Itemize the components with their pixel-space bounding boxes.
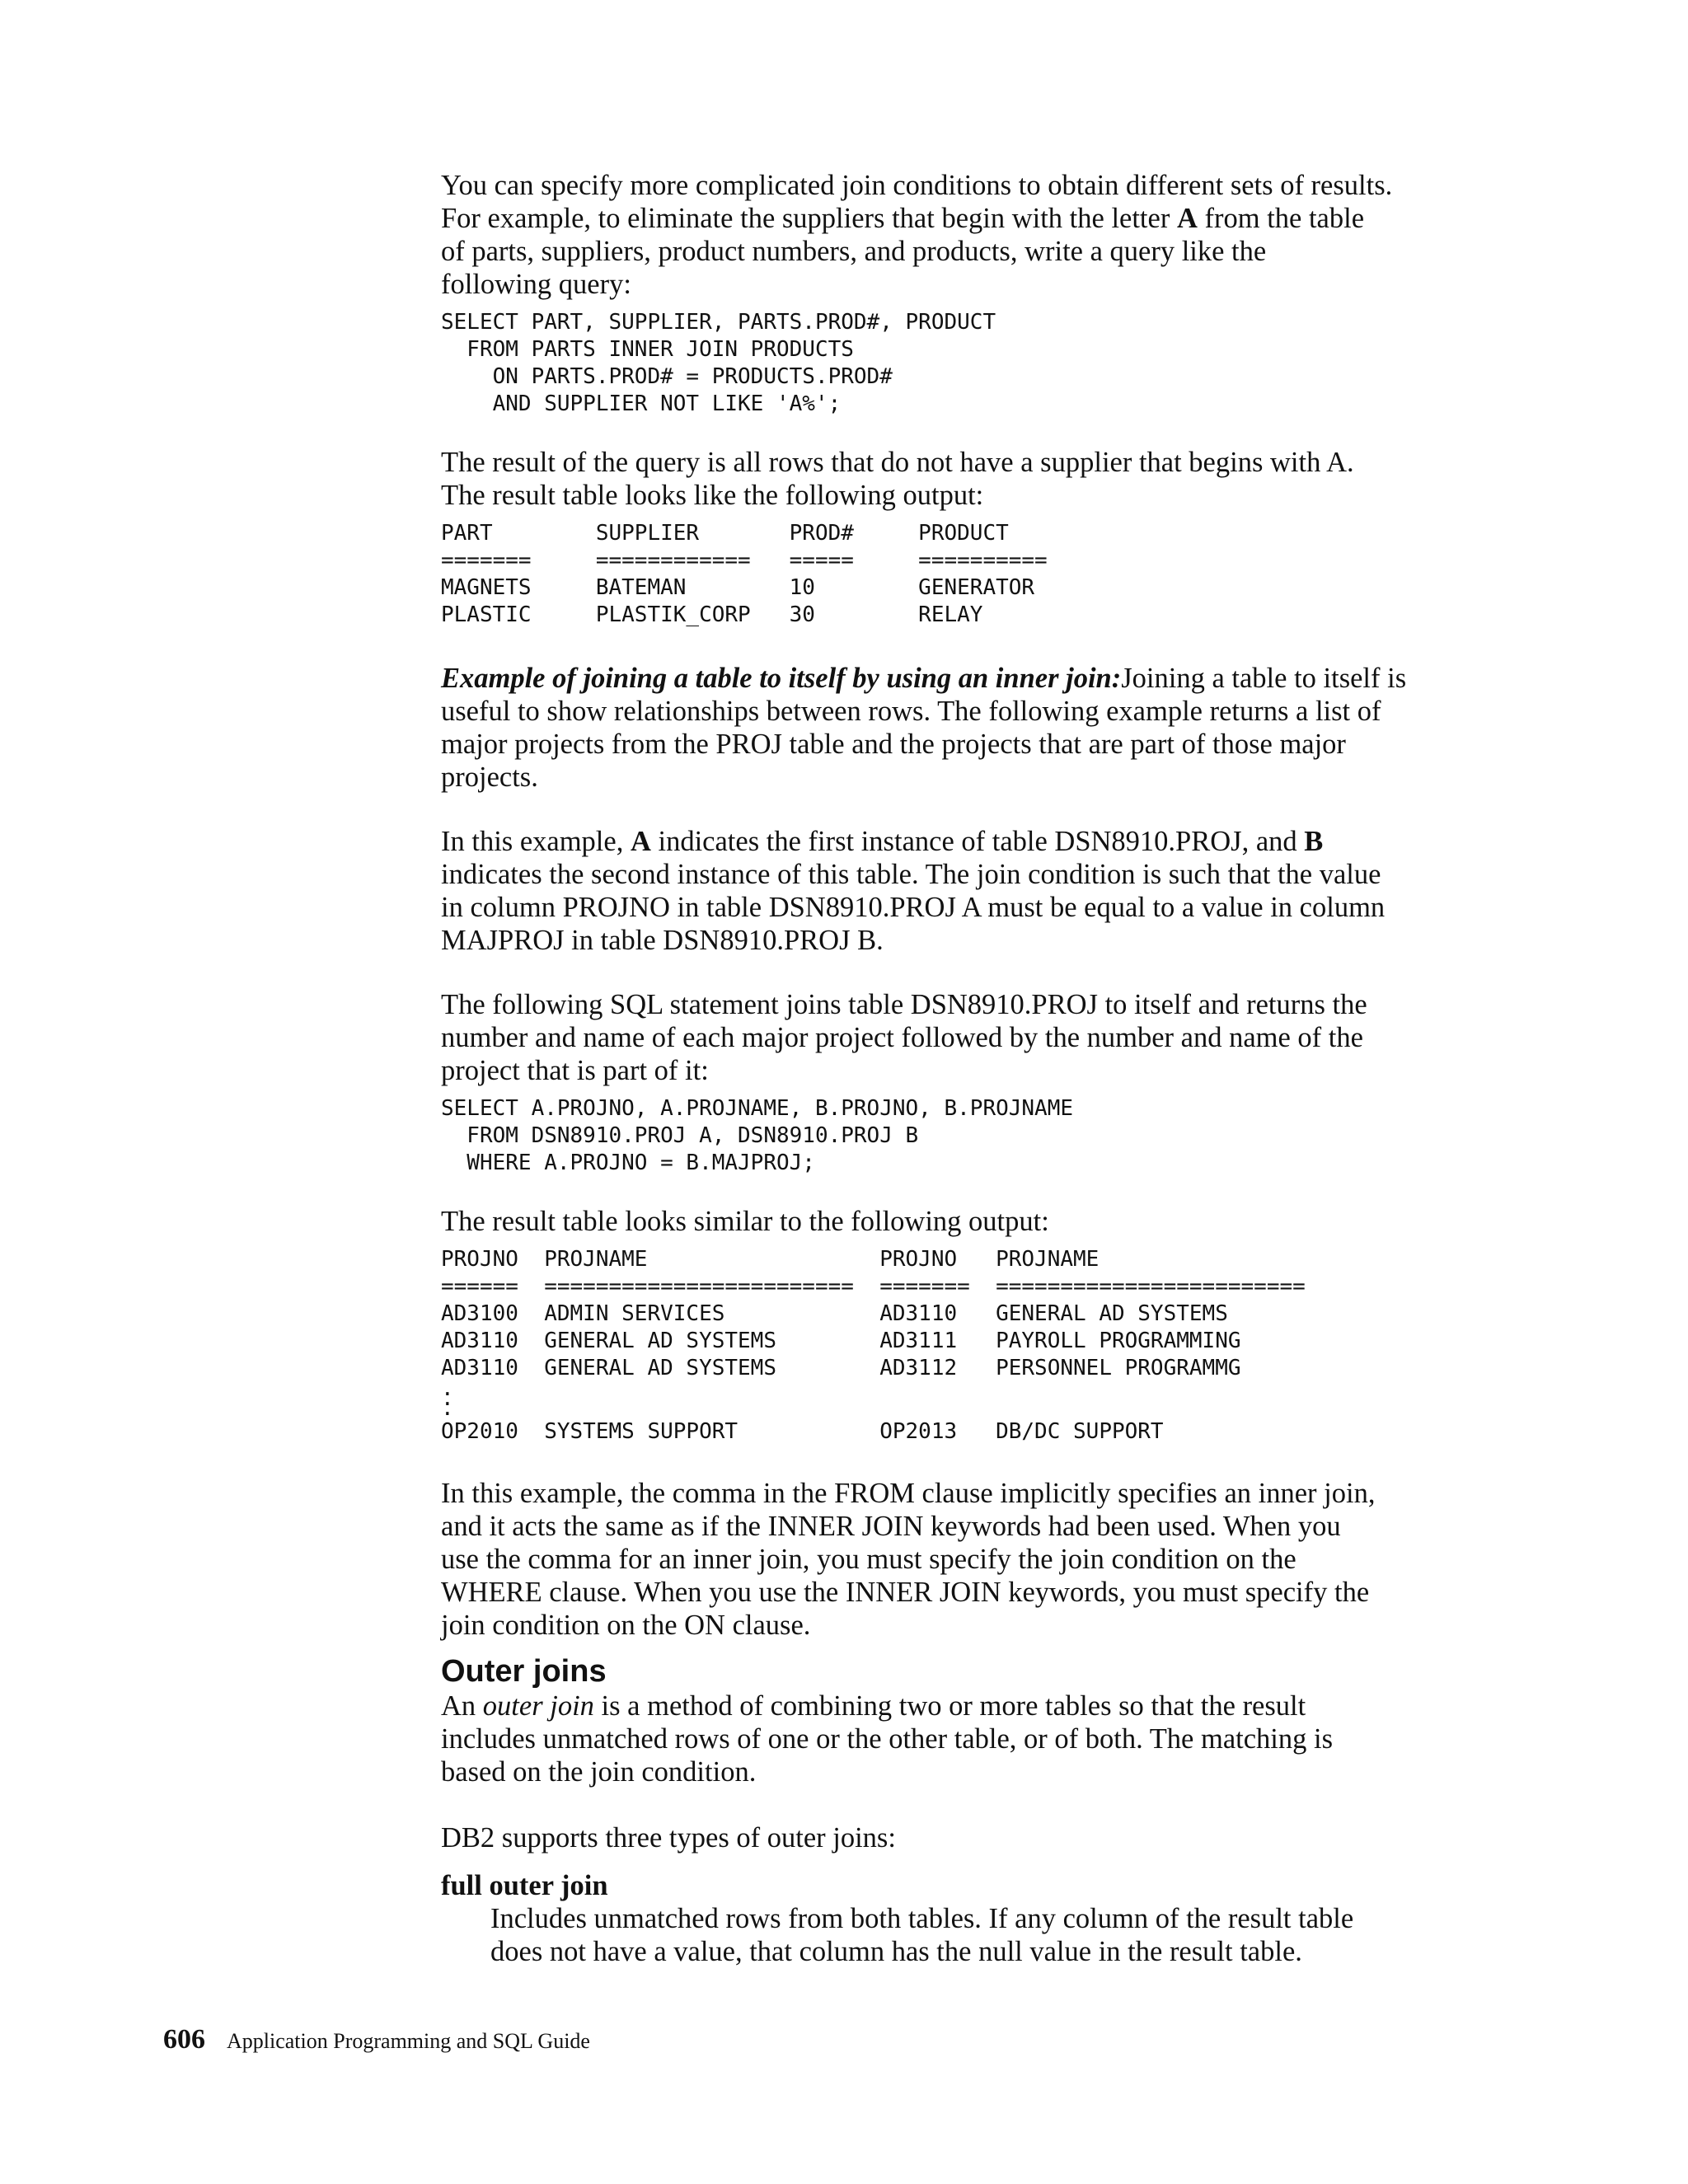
text-line: WHERE clause. When you use the INNER JOIN keywords, you must specify the — [441, 1577, 1370, 1608]
code-line: PART SUPPLIER PROD# PRODUCT — [441, 521, 1009, 546]
text-line: and it acts the same as if the INNER JOIN keywords had been used. When you — [441, 1511, 1341, 1542]
statement-intro-paragraph — [441, 988, 1512, 1087]
text-line: Includes unmatched rows from both tables. If any column of the result table — [490, 1903, 1354, 1934]
comma-paragraph — [441, 1477, 1512, 1642]
letter-a: A — [1176, 203, 1198, 234]
code-block-query2 — [441, 1095, 1512, 1177]
code-line: WHERE A.PROJNO = B.MAJPROJ; — [441, 1151, 815, 1175]
text-line: The following SQL statement joins table DSN8910.PROJ to itself and returns the — [441, 989, 1367, 1020]
text-line: In this example, A indicates the first instance of table DSN8910.PROJ, and B — [441, 826, 1324, 857]
text-line: MAJPROJ in table DSN8910.PROJ B. — [441, 925, 884, 956]
section-heading-outer-joins: Outer joins — [441, 1654, 607, 1689]
text-line: For example, to eliminate the suppliers that begin with the letter A from the table — [441, 203, 1365, 234]
text-line: useful to show relationships between rows. The following example returns a list of — [441, 696, 1381, 727]
result-table-1 — [441, 520, 1512, 629]
result-intro-paragraph — [441, 446, 1512, 512]
code-line: MAGNETS BATEMAN 10 GENERATOR — [441, 575, 1035, 600]
code-line: PROJNO PROJNAME PROJNO PROJNAME — [441, 1247, 1100, 1272]
definition-description — [441, 1902, 1512, 1968]
code-line: ====== ======================== ======= ======================== — [441, 1274, 1306, 1299]
text-line: project that is part of it: — [441, 1055, 709, 1086]
text-line: of parts, suppliers, product numbers, and products, write a query like the — [441, 236, 1267, 267]
intro-paragraph — [441, 169, 1512, 301]
code-line: AD3110 GENERAL AD SYSTEMS AD3112 PERSONNEL PROGRAMMG — [441, 1356, 1241, 1380]
code-line: FROM DSN8910.PROJ A, DSN8910.PROJ B — [441, 1123, 919, 1148]
text-line: Example of joining a table to itself by using an inner join:Joining a table to itself is — [441, 663, 1407, 694]
text-line: In this example, the comma in the FROM clause implicitly specifies an inner join, — [441, 1478, 1376, 1509]
text-line: number and name of each major project followed by the number and name of the — [441, 1022, 1363, 1053]
text-line: major projects from the PROJ table and the projects that are part of those major — [441, 729, 1346, 760]
code-line: FROM PARTS INNER JOIN PRODUCTS — [441, 337, 854, 362]
result2-intro: The result table looks similar to the following output: — [441, 1206, 1049, 1237]
text-line: in column PROJNO in table DSN8910.PROJ A must be equal to a value in column — [441, 892, 1386, 923]
text-line: An outer join is a method of combining two or more tables so that the result — [441, 1690, 1306, 1722]
page-number: 606 — [163, 2024, 205, 2055]
code-line: AD3100 ADMIN SERVICES AD3110 GENERAL AD SYSTEMS — [441, 1301, 1228, 1326]
text-line: based on the join condition. — [441, 1756, 757, 1788]
result-table-2 — [441, 1246, 1512, 1446]
outer-types-intro: DB2 supports three types of outer joins: — [441, 1822, 896, 1854]
text-line: projects. — [441, 762, 538, 793]
text-line: following query: — [441, 269, 631, 300]
example-title: Example of joining a table to itself by using an inner join: — [441, 663, 1122, 694]
code-line: AD3110 GENERAL AD SYSTEMS AD3111 PAYROLL PROGRAMMING — [441, 1329, 1241, 1353]
text-line: You can specify more complicated join conditions to obtain different sets of results. — [441, 170, 1393, 201]
code-line: OP2010 SYSTEMS SUPPORT OP2013 DB/DC SUPPORT — [441, 1419, 1164, 1444]
self-join-paragraph — [441, 662, 1512, 794]
code-line: AND SUPPLIER NOT LIKE 'A%'; — [441, 391, 842, 416]
code-line: ON PARTS.PROD# = PRODUCTS.PROD# — [441, 364, 893, 389]
book-title: Application Programming and SQL Guide — [227, 2029, 590, 2053]
code-line: SELECT PART, SUPPLIER, PARTS.PROD#, PRODUCT — [441, 310, 996, 335]
vertical-ellipsis: . . . — [441, 1376, 454, 1421]
text-line: join condition on the ON clause. — [441, 1610, 811, 1641]
outer-join-paragraph — [441, 1690, 1512, 1788]
text-line: indicates the second instance of this table. The join condition is such that the value — [441, 859, 1381, 890]
text-line: The result of the query is all rows that do not have a supplier that begins with A. — [441, 447, 1354, 478]
text-line: includes unmatched rows of one or the other table, or of both. The matching is — [441, 1723, 1333, 1755]
code-block-query1 — [441, 309, 1512, 418]
page-content — [441, 169, 1512, 1968]
definition-full-outer-join — [441, 1869, 1512, 1968]
code-line: PLASTIC PLASTIK_CORP 30 RELAY — [441, 602, 983, 627]
text-line: The result table looks like the following output: — [441, 480, 984, 511]
page-footer — [163, 2024, 590, 2055]
text-line: does not have a value, that column has the null value in the result table. — [490, 1936, 1302, 1967]
code-line: ======= ============ ===== ========== — [441, 548, 1048, 573]
text-line: use the comma for an inner join, you must specify the join condition on the — [441, 1544, 1296, 1575]
instance-paragraph — [441, 825, 1512, 957]
code-line: SELECT A.PROJNO, A.PROJNAME, B.PROJNO, B.PROJNAME — [441, 1096, 1074, 1121]
definition-term: full outer join — [441, 1870, 608, 1901]
